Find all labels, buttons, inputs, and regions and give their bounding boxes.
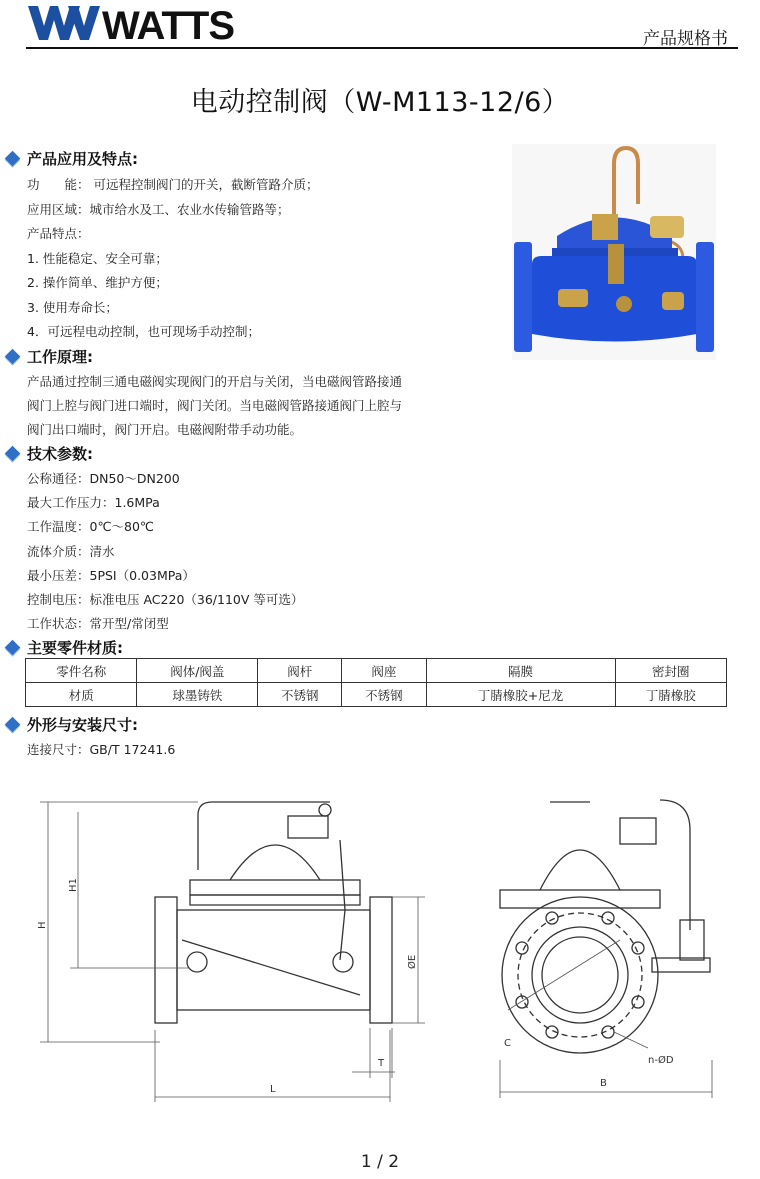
document-type: 产品规格书 xyxy=(643,29,728,49)
watts-logo xyxy=(28,4,260,42)
table-cell: 阀座 xyxy=(342,659,426,683)
feature-item: 3. 使用寿命长； xyxy=(27,300,118,315)
section-heading-specs: 技术参数: xyxy=(6,443,93,464)
spec-line: 公称通径：DN50～DN200 xyxy=(27,471,180,486)
principle-line: 产品通过控制三通电磁阀实现阀门的开启与关闭，当电磁阀管路接通 xyxy=(27,374,403,389)
feature-item: 2. 操作简单、维护方便； xyxy=(27,275,168,290)
dim-label-t: T xyxy=(378,1058,385,1069)
page-title: 电动控制阀（W-M113-12/6） xyxy=(190,87,570,118)
materials-table xyxy=(25,658,727,707)
feature-item: 4．可远程电动控制，也可现场手动控制； xyxy=(27,324,260,339)
page-number: 1 / 2 xyxy=(360,1152,400,1172)
diamond-bullet-icon xyxy=(6,641,20,655)
table-cell: 阀体/阀盖 xyxy=(137,659,258,683)
feature-function: 功 能： 可远程控制阀门的开关，截断管路介质； xyxy=(27,177,319,192)
principle-line: 阀门上腔与阀门进口端时，阀门关闭。当电磁阀管路接通阀门上腔与 xyxy=(27,398,403,413)
dim-label-l: L xyxy=(270,1084,276,1095)
side-view-drawing xyxy=(155,802,392,1023)
spec-line: 控制电压：标准电压 AC220（36/110V 等可选） xyxy=(27,592,304,607)
spec-line: 工作状态：常开型/常闭型 xyxy=(27,616,169,631)
diamond-bullet-icon xyxy=(6,447,20,461)
table-row xyxy=(26,683,727,707)
table-cell: 零件名称 xyxy=(26,659,137,683)
table-cell: 阀杆 xyxy=(258,659,342,683)
diamond-bullet-icon xyxy=(6,152,20,166)
feature-item: 1. 性能稳定、安全可靠； xyxy=(27,251,168,266)
table-cell: 密封圈 xyxy=(615,659,727,683)
dim-label-h: H xyxy=(37,921,48,929)
spec-line: 流体介质：清水 xyxy=(27,544,115,559)
spec-line: 工作温度：0℃～80℃ xyxy=(27,519,154,534)
dim-label-b: B xyxy=(600,1078,607,1089)
connection-standard: 连接尺寸：GB/T 17241.6 xyxy=(27,742,176,757)
table-cell: 材质 xyxy=(26,683,137,707)
table-cell: 隔膜 xyxy=(426,659,615,683)
table-cell: 不锈钢 xyxy=(342,683,426,707)
section-heading-materials: 主要零件材质: xyxy=(6,637,123,658)
table-row xyxy=(26,659,727,683)
features-label: 产品特点： xyxy=(27,226,90,241)
diamond-bullet-icon xyxy=(6,350,20,364)
table-cell: 球墨铸铁 xyxy=(137,683,258,707)
section-heading-features: 产品应用及特点: xyxy=(6,148,138,169)
valve-product-photo xyxy=(512,144,716,360)
dim-label-h1: H1 xyxy=(68,878,79,892)
dim-label-nod: n-ØD xyxy=(648,1055,674,1066)
dimension-drawing xyxy=(0,770,760,1110)
header-rule xyxy=(26,47,738,49)
table-cell: 不锈钢 xyxy=(258,683,342,707)
section-heading-dimensions: 外形与安装尺寸: xyxy=(6,714,138,735)
diamond-bullet-icon xyxy=(6,718,20,732)
table-cell: 丁腈橡胶+尼龙 xyxy=(426,683,615,707)
spec-line: 最大工作压力：1.6MPa xyxy=(27,495,160,510)
front-view-drawing xyxy=(500,800,710,1053)
dim-label-c: C xyxy=(504,1038,511,1049)
svg-text:WATTS: WATTS xyxy=(102,4,235,42)
feature-area: 应用区域：城市给水及工、农业水传输管路等； xyxy=(27,202,290,217)
principle-line: 阀门出口端时，阀门开启。电磁阀附带手动功能。 xyxy=(27,422,303,437)
section-heading-principle: 工作原理: xyxy=(6,346,93,367)
dim-label-oe: ØE xyxy=(407,954,418,969)
spec-line: 最小压差：5PSI（0.03MPa） xyxy=(27,568,195,583)
table-cell: 丁腈橡胶 xyxy=(615,683,727,707)
